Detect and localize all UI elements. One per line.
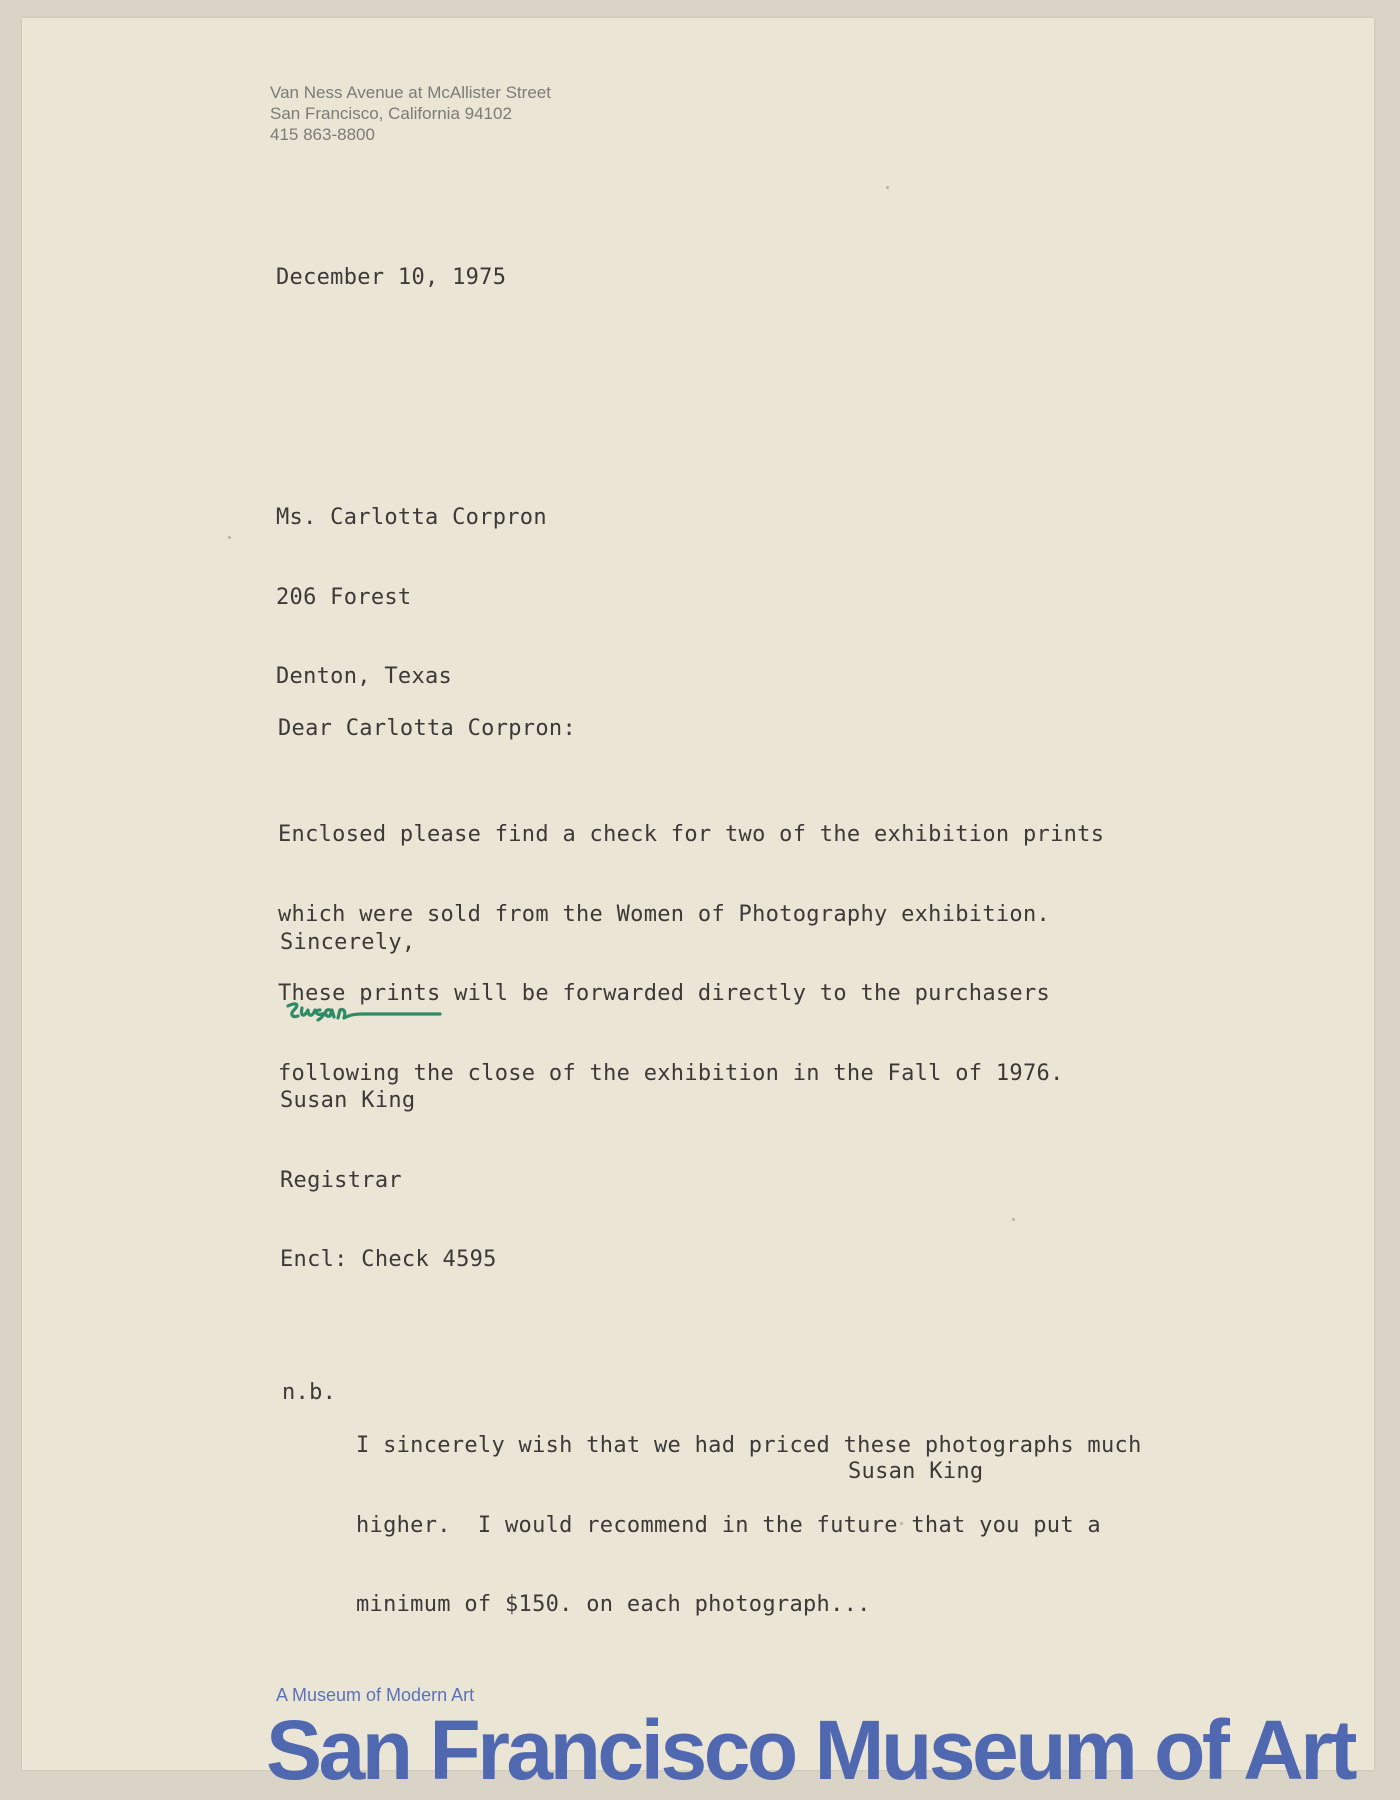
letter-date: December 10, 1975 (276, 265, 507, 290)
body-line: Enclosed please find a check for two of the exhibition prints (278, 822, 1105, 847)
nb-label: n.b. (282, 1380, 337, 1405)
letterhead-street: Van Ness Avenue at McAllister Street (270, 83, 551, 102)
nb-line: minimum of $150. on each photograph... (356, 1592, 871, 1617)
letterhead-address (270, 82, 551, 145)
enclosure-note: Encl: Check 4595 (280, 1247, 497, 1272)
letter-page (22, 18, 1374, 1797)
paper-speck (886, 186, 889, 189)
nb-line: I sincerely wish that we had priced these photographs much (356, 1433, 1142, 1458)
body-line: following the close of the exhibition in the Fall of 1976. (278, 1060, 1064, 1086)
footer-tagline: A Museum of Modern Art (276, 1685, 475, 1705)
signer-title: Registrar (280, 1167, 402, 1193)
letterhead-phone: 415 863-8800 (270, 125, 375, 144)
nb-signature: Susan King (848, 1459, 984, 1484)
signature-block (280, 1035, 415, 1247)
recipient-city: Denton, Texas (276, 664, 453, 689)
body-line: These prints will be forwarded directly to the purchasers (278, 981, 1051, 1006)
footer-institution-logo: San Francisco Museum of Art (266, 1703, 1354, 1797)
signer-name: Susan King (280, 1088, 416, 1113)
handwritten-signature (282, 998, 442, 1038)
body-line: which were sold from the Women of Photography exhibition. (278, 901, 1051, 927)
salutation: Dear Carlotta Corpron: (278, 716, 576, 741)
paper-speck (1012, 1218, 1015, 1221)
nb-postscript (356, 1380, 1142, 1672)
recipient-name: Ms. Carlotta Corpron (276, 505, 547, 530)
recipient-address (276, 452, 547, 744)
paper-speck (900, 1522, 903, 1525)
paper-speck (228, 536, 231, 539)
recipient-street: 206 Forest (276, 584, 412, 610)
closing: Sincerely, (280, 930, 416, 955)
nb-line: higher. I would recommend in the future that you put a (356, 1512, 1101, 1538)
letterhead-city: San Francisco, California 94102 (270, 104, 512, 123)
